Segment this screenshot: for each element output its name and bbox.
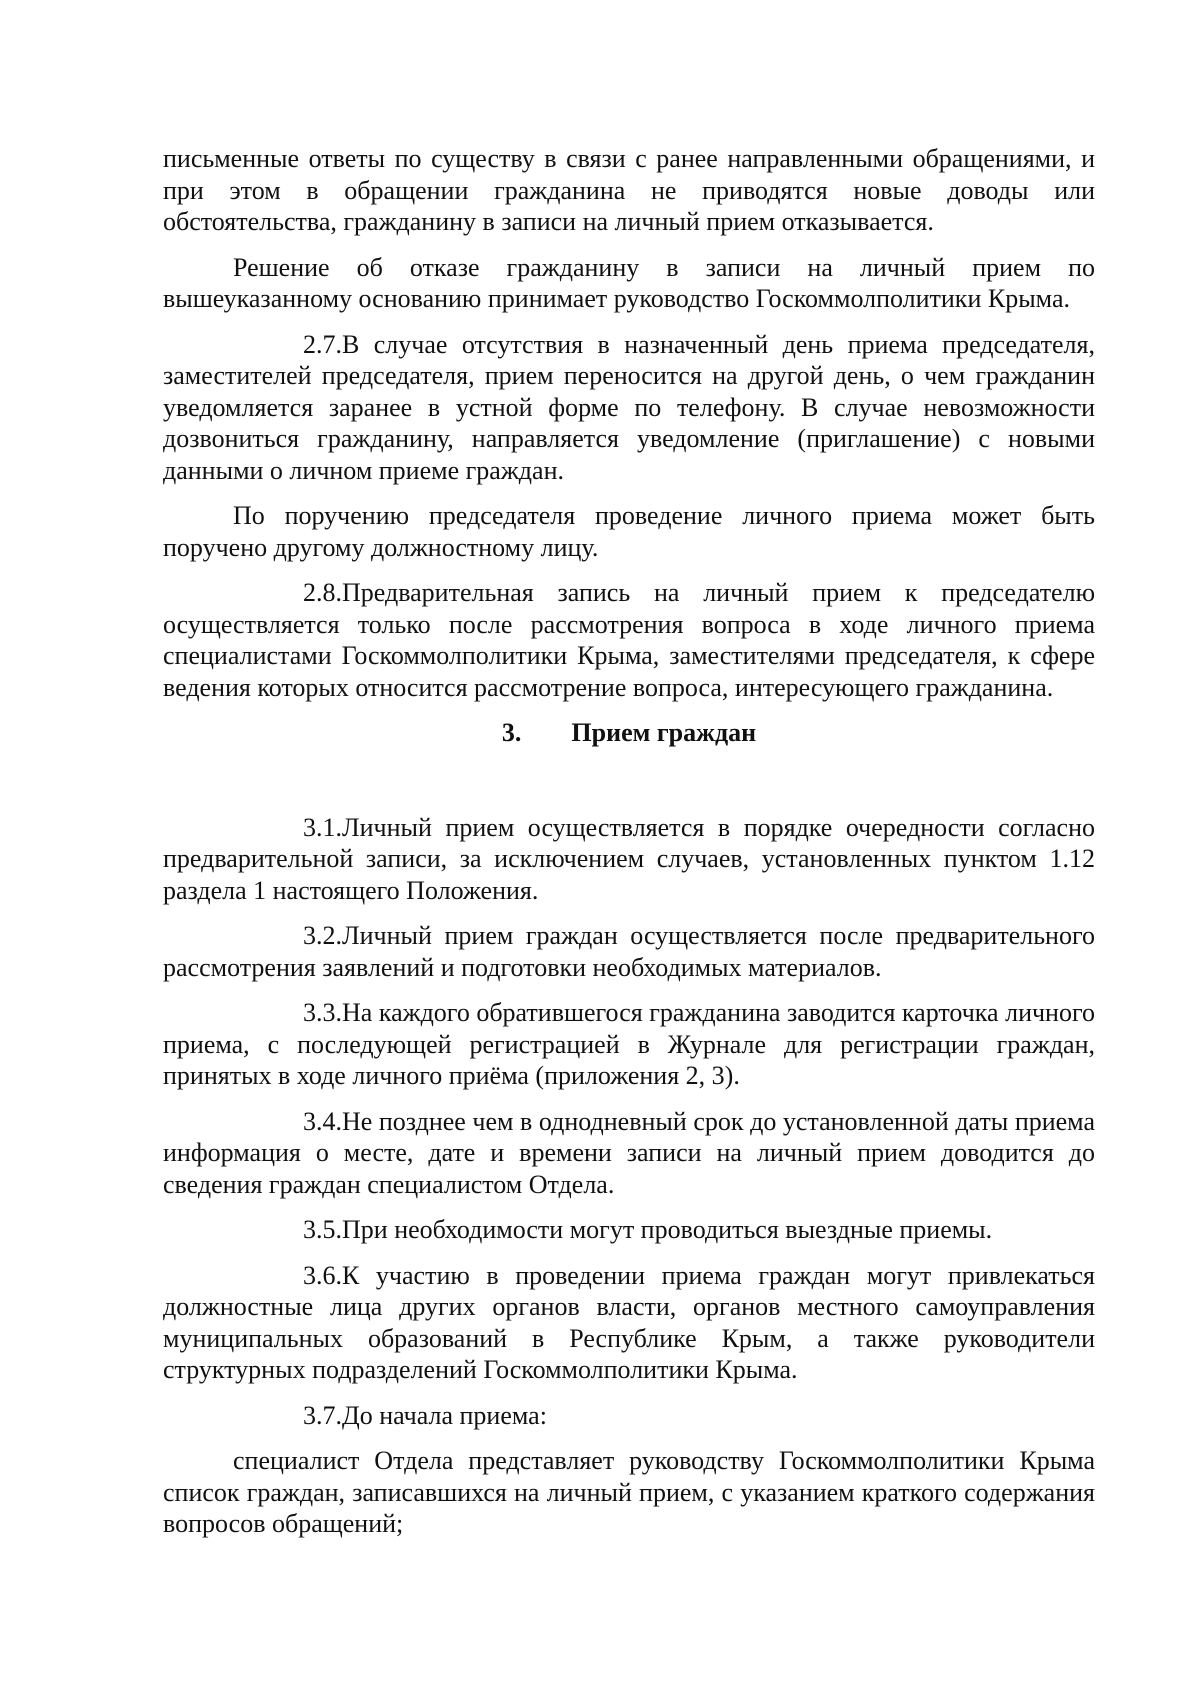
- paragraph-text: При необходимости могут проводиться выездные приемы.: [342, 1215, 993, 1244]
- paragraph-number: 3.2.: [303, 921, 342, 950]
- paragraph-3-3: [163, 997, 1095, 1092]
- paragraph-3-4: [163, 1106, 1095, 1201]
- paragraph-3-6: [163, 1260, 1095, 1386]
- paragraph-number: 3.1.: [303, 812, 342, 842]
- paragraph-text: Личный прием осуществляется в порядке очередности согласно предварительной записи, за исключением случаев, установленных пунктом 1.12 раздела 1 настоящего Положения.: [163, 812, 1095, 905]
- paragraph-2-7: [163, 329, 1095, 487]
- paragraph-text: Не позднее чем в однодневный срок до установленной даты приема информация о месте, дате и времени записи на личный прием доводится до сведения граждан специалистом Отдела.: [163, 1106, 1095, 1199]
- paragraph-text: письменные ответы по существу в связи с ранее направленными обращениями, и при этом в обращении гражданина не приводятся новые доводы или обстоятельства, гражданину в записи на личный прием отказывается.: [163, 144, 1095, 236]
- paragraph-refusal-decision: [163, 252, 1095, 315]
- paragraph-number: 3.7.: [303, 1400, 342, 1430]
- paragraph-specialist-list: [163, 1445, 1095, 1540]
- paragraph-text: До начала приема:: [342, 1400, 547, 1430]
- paragraph-text: К участию в проведении приема граждан могут привлекаться должностные лица других органов власти, органов местного самоуправления муниципальных образований в Республике Крым, а также руководители структурных подразделений Госкоммолполитики Крыма.: [163, 1260, 1095, 1384]
- paragraph-number: 3.6.: [303, 1260, 342, 1290]
- section-number: 3.: [501, 718, 522, 747]
- paragraph-text: Предварительная запись на личный прием к председателю осуществляется только после рассмотрения вопроса в ходе личного приема специалистами Госкоммолполитики Крыма, заместителями председателя, к сфере ведения которых относится рассмотрение вопроса, интересующего гражданина.: [163, 578, 1095, 702]
- paragraph-text: По поручению председателя проведение личного приема может быть поручено другому должностному лицу.: [163, 501, 1095, 562]
- paragraph-text: Решение об отказе гражданину в записи на личный прием по вышеуказанному основанию принимает руководство Госкоммолполитики Крыма.: [163, 252, 1095, 313]
- paragraph-3-5: [163, 1214, 1095, 1246]
- paragraph-number: 2.7.: [303, 329, 342, 359]
- document-text-top: [163, 143, 1095, 1554]
- paragraph-text: Личный прием граждан осуществляется после предварительного рассмотрения заявлений и подготовки необходимых материалов.: [163, 921, 1095, 982]
- section-heading: [163, 717, 1095, 749]
- paragraph-text: На каждого обратившегося гражданина заводится карточка личного приема, с последующей регистрацией в Журнале для регистрации граждан, принятых в ходе личного приёма (приложения 2, 3).: [163, 998, 1095, 1090]
- paragraph-3-7: [163, 1400, 1095, 1432]
- paragraph-2-8: [163, 577, 1095, 703]
- paragraph-number: 2.8.: [303, 578, 342, 607]
- section-title: Прием граждан: [571, 718, 757, 747]
- paragraph-number: 3.5.: [303, 1215, 342, 1244]
- paragraph-number: 3.4.: [303, 1106, 342, 1136]
- paragraph-text: специалист Отдела представляет руководству Госкоммолполитики Крыма список граждан, записавшихся на личный прием, с указанием краткого содержания вопросов обращений;: [163, 1446, 1095, 1538]
- paragraph-3-1: [163, 812, 1095, 907]
- paragraph-continuation: [163, 143, 1095, 238]
- paragraph-text: В случае отсутствия в назначенный день приема председателя, заместителей председателя, прием переносится на другой день, о чем гражданин уведомляется заранее в устной форме по телефону. В случае невозможности дозвониться гражданину, направляется уведомление (приглашение) с новыми данными о личном приеме граждан.: [163, 329, 1095, 485]
- paragraph-3-2: [163, 920, 1095, 983]
- paragraph-number: 3.3.: [303, 998, 342, 1027]
- paragraph-delegation: [163, 500, 1095, 563]
